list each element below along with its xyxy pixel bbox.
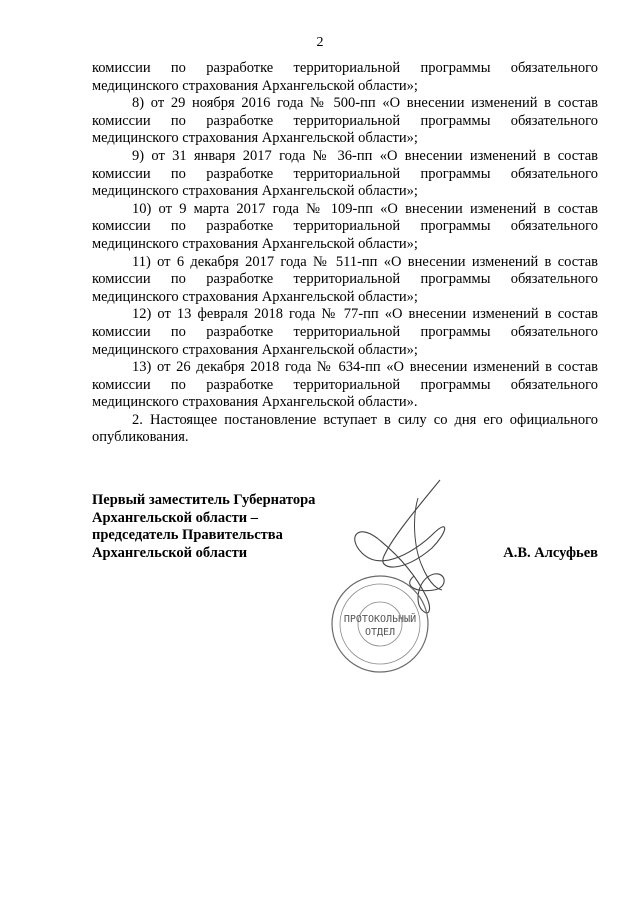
- seal-text: ПРОТОКОЛЬНЫЙ: [343, 614, 417, 625]
- paragraph: 11) от 6 декабря 2017 года № 511-пп «О внесении изменений в состав комиссии по разработке территориальной программы обязательного медицинского страхования Архангельской области»;: [92, 253, 598, 305]
- paragraph: 12) от 13 февраля 2018 года № 77-пп «О внесении изменений в состав комиссии по разработке территориальной программы обязательного медицинского страхования Архангельской области»;: [92, 306, 598, 358]
- page-number: 2: [316, 35, 324, 50]
- signatory-name: А.В. Алсуфьев: [503, 545, 598, 561]
- paragraph: 10) от 9 марта 2017 года № 109-пп «О внесении изменений в состав комиссии по разработке территориальной программы обязательного медицинского страхования Архангельской области»;: [92, 200, 598, 252]
- signatory-title-line: Первый заместитель Губернатора: [92, 492, 316, 508]
- signatory-title-line: председатель Правительства: [92, 527, 283, 544]
- signatory-title-line: Архангельской области: [92, 544, 248, 561]
- paragraph: 9) от 31 января 2017 года № 36-пп «О внесении изменений в состав комиссии по разработке территориальной программы обязательного медицинского страхования Архангельской области»;: [92, 147, 598, 200]
- seal-text: ОТДЕЛ: [364, 627, 396, 638]
- paragraph: 13) от 26 декабря 2018 года № 634-пп «О внесении изменений в состав комиссии по разработке территориальной программы обязательного медицинского страхования Архангельской области».: [92, 359, 598, 411]
- signatory-title-line: Архангельской области –: [92, 509, 258, 526]
- paragraph: 2. Настоящее постановление вступает в силу со дня его официального опубликования.: [92, 411, 598, 446]
- paragraph: 8) от 29 ноября 2016 года № 500-пп «О внесении изменений в состав комиссии по разработке территориальной программы обязательного медицинского страхования Архангельской области»;: [92, 95, 598, 147]
- signature-block: [92, 492, 598, 562]
- document-body: [92, 60, 598, 447]
- paragraph: комиссии по разработке территориальной программы обязательного медицинского страхования Архангельской области»;: [92, 60, 598, 94]
